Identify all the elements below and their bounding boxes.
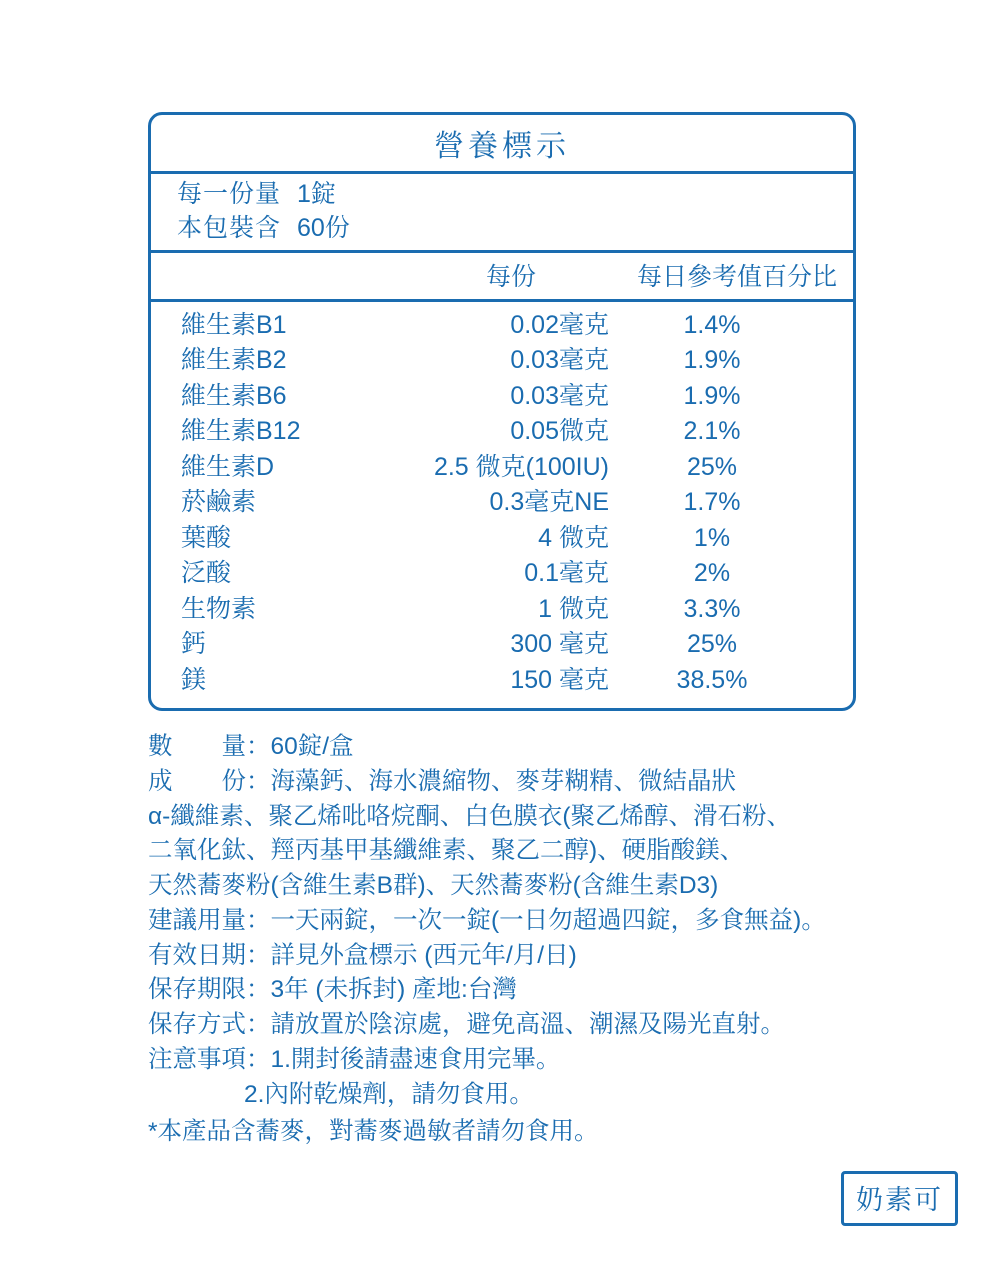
nutrient-amount: 0.3毫克NE [489, 488, 609, 516]
dosage-label: 建議用量： [148, 906, 271, 934]
nutrient-daily-value: 25% [686, 452, 738, 481]
nutrient-daily-value: 1.7% [683, 488, 741, 516]
dosage-row [148, 904, 888, 939]
nutrient-amount: 0.03毫克 [510, 346, 609, 374]
table-row [151, 308, 853, 344]
nutrient-daily-value: 2.1% [683, 417, 741, 445]
nutrient-name: 菸鹼素 [181, 488, 257, 516]
nutrient-amount: 0.03毫克 [510, 381, 609, 410]
expiry-value: 詳見外盒標示 (西元年/月/日) [270, 941, 577, 969]
nutrient-daily-value: 2% [693, 559, 731, 587]
table-row [151, 663, 853, 699]
nutrient-name: 維生素B1 [181, 310, 287, 339]
storage-label: 保存方式： [148, 1011, 271, 1039]
table-row [151, 556, 853, 592]
table-row [151, 379, 853, 415]
nutrient-name: 泛酸 [181, 559, 232, 587]
nutrient-rows [151, 302, 853, 709]
serving-size-label: 每一份量 [177, 180, 282, 208]
ingredients-line-2-row [148, 800, 888, 835]
notice-row-2 [148, 1078, 888, 1113]
nutrient-amount: 1 微克 [538, 594, 609, 623]
ingredients-line-4: 天然蕎麥粉(含維生素B群)、天然蕎麥粉(含維生素D3) [148, 872, 719, 900]
col-header-per-serving: 每份 [485, 262, 536, 291]
ingredients-line-3: 二氧化鈦、羥丙基甲基纖維素、聚乙二醇)、硬脂酸鎂、 [148, 837, 745, 865]
table-row [151, 450, 853, 486]
nutrient-amount: 2.5 微克(100IU) [433, 452, 609, 481]
shelf-life-row [148, 973, 888, 1008]
storage-value: 請放置於陰涼處，避免高溫、潮濕及陽光直射。 [270, 1011, 785, 1039]
nutrient-name: 生物素 [181, 594, 257, 623]
status-badge: 奶素可 [841, 1171, 958, 1226]
serving-size-row [177, 178, 853, 212]
nutrient-amount: 4 微克 [538, 523, 609, 552]
serving-size-value: 1錠 [297, 180, 336, 208]
expiry-label: 有效日期： [148, 941, 271, 969]
table-row [151, 627, 853, 663]
nutrient-name: 維生素B2 [181, 346, 287, 374]
product-info-block [148, 730, 888, 1149]
nutrition-panel-title: 營養標示 [434, 130, 570, 163]
nutrient-amount: 150 毫克 [510, 665, 609, 694]
col-header-nutrient [151, 257, 401, 293]
nutrient-daily-value: 1% [693, 523, 731, 552]
nutrient-name: 葉酸 [181, 523, 232, 552]
nutrient-amount: 0.1毫克 [524, 559, 609, 587]
dosage-value: 一天兩錠，一次一錠(一日勿超過四錠，多食無益)。 [270, 906, 826, 934]
nutrient-name: 維生素D [181, 452, 275, 481]
nutrient-amount: 0.02毫克 [510, 310, 609, 339]
nutrient-daily-value: 1.4% [683, 310, 741, 339]
nutrition-facts-panel [148, 112, 856, 711]
table-row [151, 414, 853, 450]
nutrient-daily-value: 38.5% [676, 665, 748, 694]
allergy-note: *本產品含蕎麥，對蕎麥過敏者請勿食用。 [148, 1117, 599, 1145]
ingredients-line-4-row [148, 869, 888, 904]
table-row [151, 343, 853, 379]
notice-row [148, 1043, 888, 1078]
nutrition-column-headers [151, 253, 853, 299]
ingredients-row [148, 765, 888, 800]
nutrient-name: 鎂 [181, 665, 207, 694]
nutrient-daily-value: 3.3% [683, 594, 741, 623]
ingredients-line-2: α-纖維素、聚乙烯吡咯烷酮、白色膜衣(聚乙烯醇、滑石粉、 [148, 802, 791, 830]
expiry-row [148, 939, 888, 974]
storage-row [148, 1008, 888, 1043]
allergy-note-row [148, 1115, 888, 1150]
col-header-daily-value: 每日參考值百分比 [636, 262, 837, 291]
nutrient-name: 維生素B12 [181, 417, 301, 445]
quantity-label: 數 量： [148, 733, 271, 760]
quantity-row [148, 730, 888, 765]
nutrient-daily-value: 1.9% [683, 381, 741, 410]
nutrient-amount: 300 毫克 [510, 630, 609, 658]
nutrient-name: 維生素B6 [181, 381, 287, 410]
nutrient-amount: 0.05微克 [510, 417, 609, 445]
notice-item-2: 2.內附乾燥劑，請勿食用。 [244, 1080, 534, 1108]
nutrient-daily-value: 1.9% [683, 346, 741, 374]
table-row [151, 521, 853, 557]
shelf-life-value: 3年 (未拆封) 產地:台灣 [270, 976, 517, 1004]
serving-info [151, 174, 853, 250]
notice-item-1: 1.開封後請盡速食用完畢。 [270, 1046, 561, 1074]
nutrient-name: 鈣 [181, 630, 207, 658]
table-row [151, 592, 853, 628]
quantity-value: 60錠/盒 [270, 733, 354, 760]
table-row [151, 485, 853, 521]
servings-label: 本包裝含 [177, 213, 282, 242]
shelf-life-label: 保存期限： [148, 976, 271, 1004]
ingredients-line-1: 海藻鈣、海水濃縮物、麥芽糊精、微結晶狀 [270, 767, 736, 795]
ingredients-line-3-row [148, 834, 888, 869]
ingredients-label: 成 份： [148, 767, 271, 795]
nutrient-daily-value: 25% [686, 630, 738, 658]
notice-label: 注意事項： [148, 1046, 271, 1074]
servings-value: 60份 [297, 213, 350, 242]
servings-per-container-row [177, 212, 853, 246]
